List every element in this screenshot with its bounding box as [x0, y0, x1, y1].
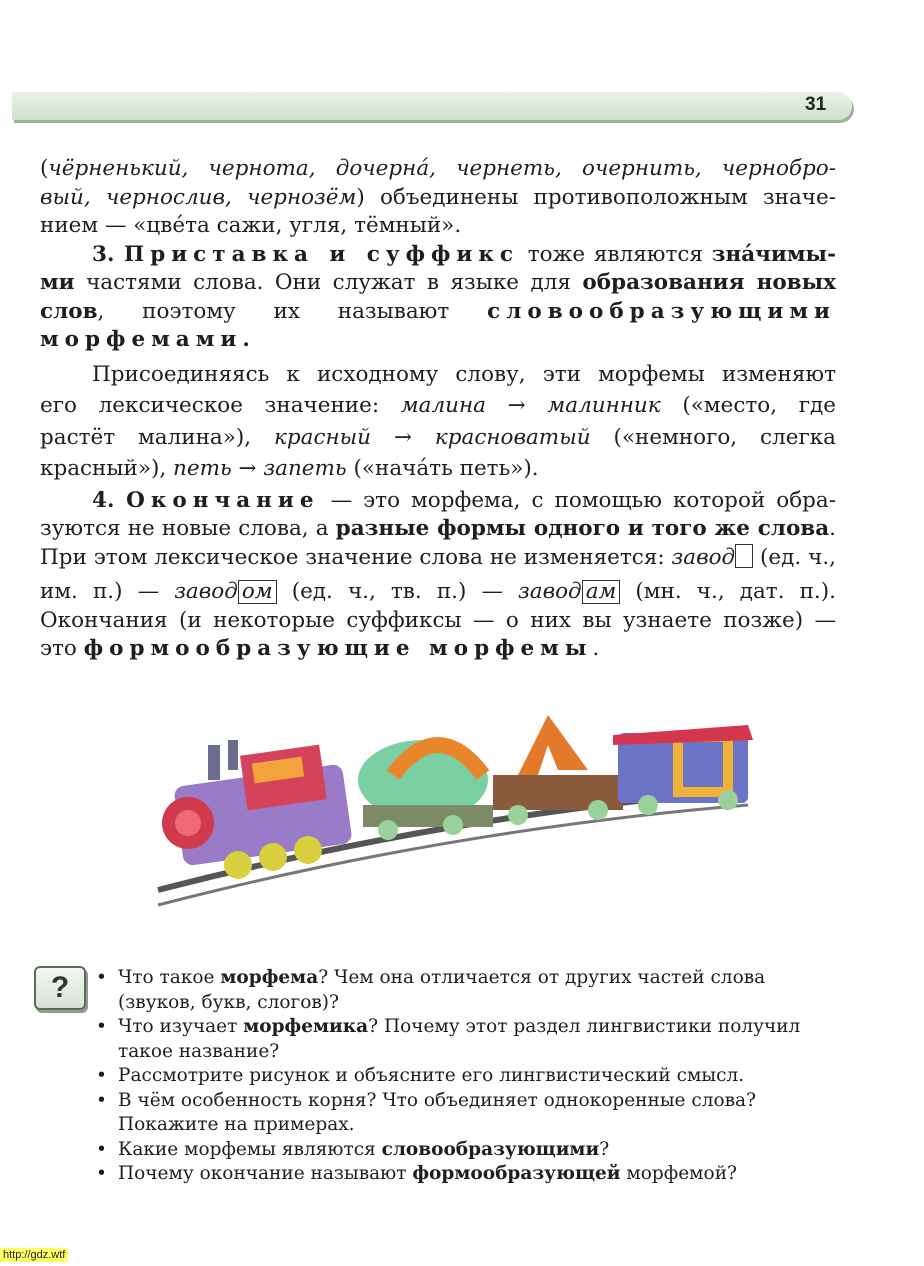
main-text	[40, 155, 836, 664]
text-line: Окончания (и некоторые суффиксы — о них вы узнаете позже) —	[40, 607, 836, 633]
locomotive	[162, 740, 353, 879]
text-line: При этом лексическое значение слова не изменяется: завод (ед. ч.,	[40, 544, 836, 570]
text-line: слов, поэтому их называют словообразующими	[40, 298, 836, 324]
car-suffix	[493, 715, 623, 825]
text-line: нием — «цве́та сажи, угля, тёмный».	[40, 213, 462, 238]
list-item: • Какие морфемы являются словообразующими?	[96, 1138, 836, 1163]
ending-box: ом	[238, 580, 277, 604]
text-line: морфемами.	[40, 327, 256, 352]
page-header-band	[12, 92, 852, 120]
train-illustration	[148, 705, 763, 920]
text-line: вый, чернослив, чернозём) объединены противоположным значе-	[40, 184, 836, 210]
car-ending	[613, 725, 753, 815]
text-line: это формообразующие морфемы.	[40, 636, 600, 661]
list-item: • В чём особенность корня? Что объединяет однокоренные слова? Покажите на примерах.	[96, 1089, 836, 1138]
text-line: Присоединяясь к исходному слову, эти морфемы изменяют	[92, 361, 836, 387]
page-number: 31	[805, 94, 827, 115]
list-item: • Рассмотрите рисунок и объясните его лингвистический смысл.	[96, 1064, 836, 1089]
ending-box-empty	[735, 544, 753, 568]
ending-box: ам	[582, 580, 621, 604]
list-item: • Почему окончание называют формообразующей морфемой?	[96, 1162, 836, 1187]
text-line: (чёрненький, чернота, дочерна́, чернеть, очернить, чернобро-	[40, 156, 836, 181]
text-line: зуются не новые слова, а разные формы одного и того же слова.	[40, 516, 837, 541]
question-icon: ?	[34, 966, 86, 1010]
text-line: его лексическое значение: малина → малинник («место, где	[40, 393, 836, 418]
list-item: • Что такое морфема? Чем она отличается от других частей слова (звуков, букв, слогов)?	[96, 966, 836, 1015]
text-line: ми частями слова. Они служат в языке для образования новых	[40, 270, 836, 295]
source-url[interactable]: http://gdz.wtf	[0, 1248, 68, 1262]
review-questions	[96, 966, 836, 1187]
text-line: им. п.) — завод ом (ед. ч., тв. п.) — завод ам (мн. ч., дат. п.).	[40, 579, 836, 604]
text-line: растёт малина»), красный → красноватый («немного, слегка	[40, 424, 836, 450]
text-line: 3. Приставка и суффикс тоже являются зна́чимы-	[92, 241, 837, 267]
text-line: красный»), петь → запеть («нача́ть петь»).	[40, 456, 539, 481]
list-item: • Что изучает морфемика? Почему этот раздел лингвистики получил такое название?	[96, 1015, 836, 1064]
text-line: 4. Окончание — это морфема, с помощью которой обра-	[92, 487, 836, 513]
car-root	[358, 740, 493, 840]
